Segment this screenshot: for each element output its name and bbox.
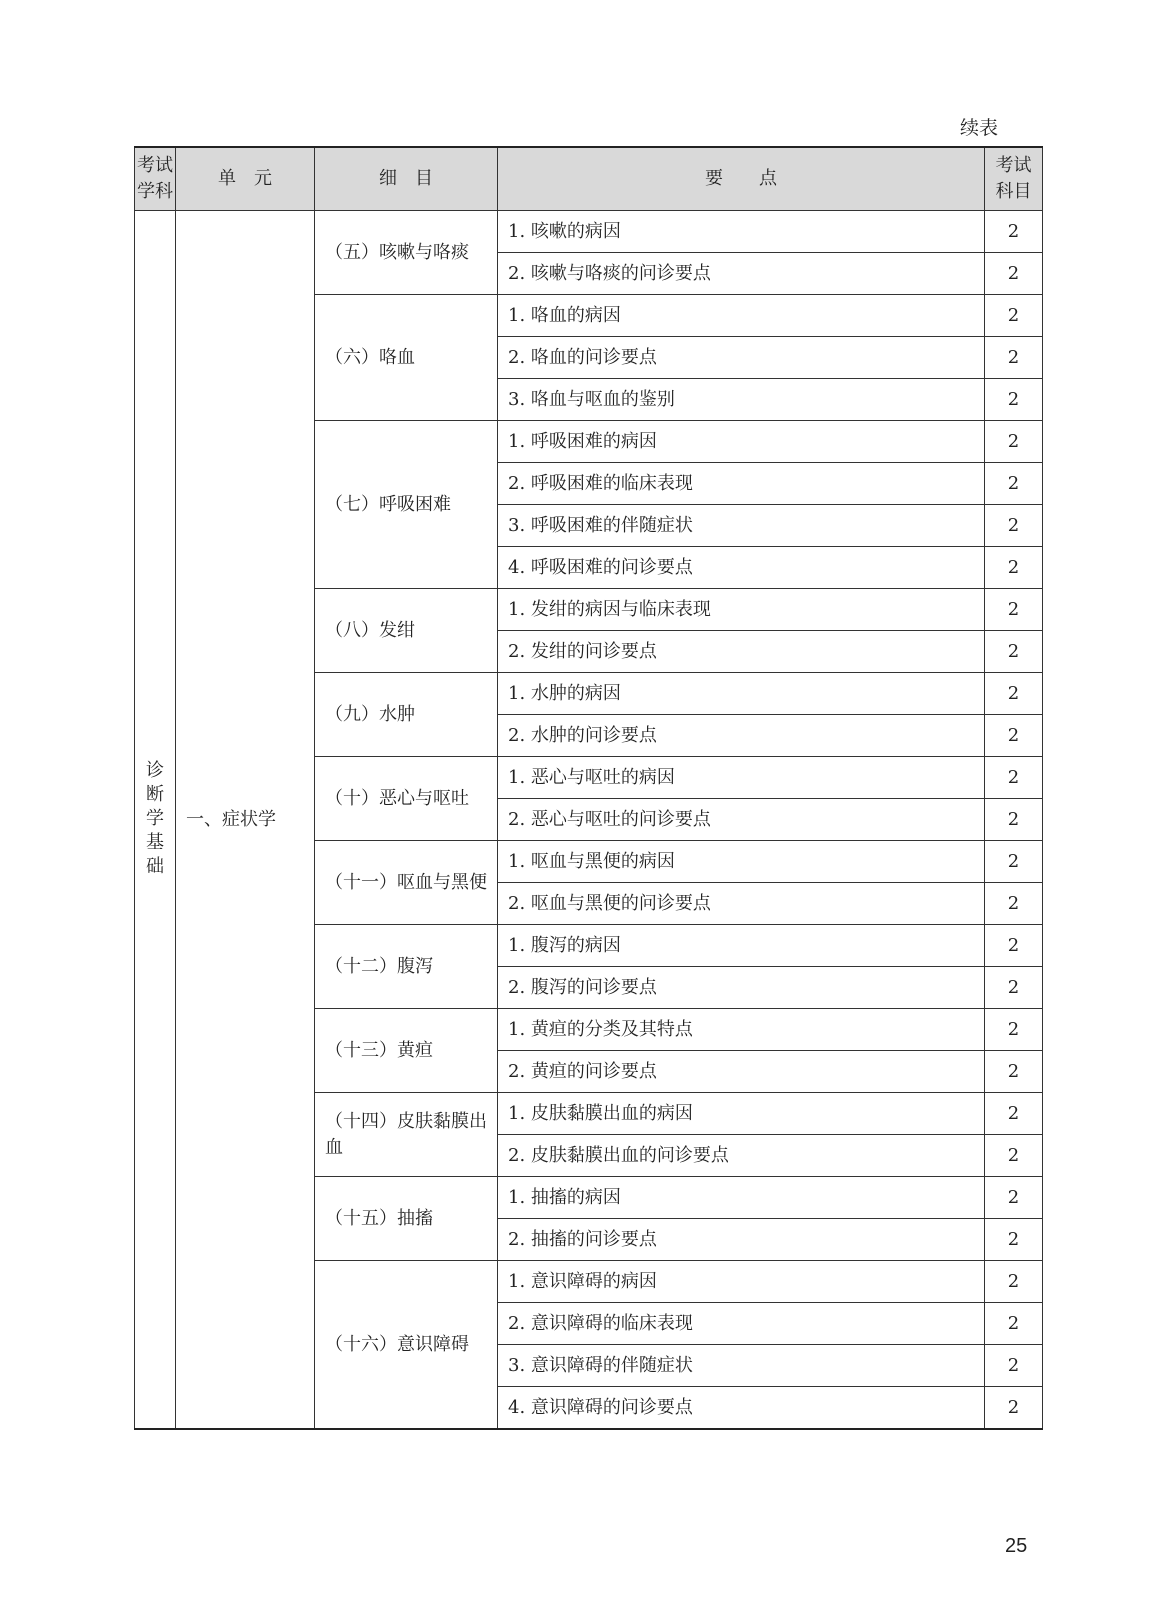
exam-subject-cell: 2 xyxy=(985,1303,1043,1345)
item-cell: （五）咳嗽与咯痰 xyxy=(315,211,498,295)
header-unit: 单 元 xyxy=(176,147,315,211)
table-row xyxy=(135,211,1043,253)
point-cell: 1. 咯血的病因 xyxy=(498,295,985,337)
exam-subject-cell: 2 xyxy=(985,1051,1043,1093)
header-points: 要 点 xyxy=(498,147,985,211)
header-exam-subject: 考试科目 xyxy=(985,147,1043,211)
point-cell: 1. 腹泻的病因 xyxy=(498,925,985,967)
exam-subject-cell: 2 xyxy=(985,1261,1043,1303)
point-cell: 2. 咯血的问诊要点 xyxy=(498,337,985,379)
point-cell: 1. 呕血与黑便的病因 xyxy=(498,841,985,883)
table-body xyxy=(135,211,1043,1430)
item-cell: （十六）意识障碍 xyxy=(315,1261,498,1430)
item-cell: （十二）腹泻 xyxy=(315,925,498,1009)
item-cell: （十五）抽搐 xyxy=(315,1177,498,1261)
point-cell: 1. 咳嗽的病因 xyxy=(498,211,985,253)
exam-subject-cell: 2 xyxy=(985,211,1043,253)
item-cell: （八）发绀 xyxy=(315,589,498,673)
point-cell: 1. 黄疸的分类及其特点 xyxy=(498,1009,985,1051)
exam-subject-cell: 2 xyxy=(985,337,1043,379)
point-cell: 1. 水肿的病因 xyxy=(498,673,985,715)
point-cell: 3. 呼吸困难的伴随症状 xyxy=(498,505,985,547)
point-cell: 1. 发绀的病因与临床表现 xyxy=(498,589,985,631)
point-cell: 2. 腹泻的问诊要点 xyxy=(498,967,985,1009)
exam-subject-cell: 2 xyxy=(985,1009,1043,1051)
point-cell: 4. 呼吸困难的问诊要点 xyxy=(498,547,985,589)
exam-subject-cell: 2 xyxy=(985,631,1043,673)
point-cell: 2. 黄疸的问诊要点 xyxy=(498,1051,985,1093)
exam-subject-cell: 2 xyxy=(985,1219,1043,1261)
exam-subject-cell: 2 xyxy=(985,757,1043,799)
header-subject: 考试学科 xyxy=(135,147,176,211)
exam-subject-cell: 2 xyxy=(985,547,1043,589)
point-cell: 2. 发绀的问诊要点 xyxy=(498,631,985,673)
point-cell: 2. 皮肤黏膜出血的问诊要点 xyxy=(498,1135,985,1177)
continued-label: 续表 xyxy=(960,117,999,139)
page-number: 25 xyxy=(1005,1535,1028,1557)
table-header-row xyxy=(135,147,1043,211)
exam-subject-cell: 2 xyxy=(985,421,1043,463)
subject-cell: 诊断学基础 xyxy=(135,211,176,1430)
point-cell: 1. 皮肤黏膜出血的病因 xyxy=(498,1093,985,1135)
point-cell: 2. 水肿的问诊要点 xyxy=(498,715,985,757)
item-cell: （六）咯血 xyxy=(315,295,498,421)
exam-subject-cell: 2 xyxy=(985,589,1043,631)
point-cell: 2. 抽搐的问诊要点 xyxy=(498,1219,985,1261)
exam-subject-cell: 2 xyxy=(985,379,1043,421)
exam-subject-cell: 2 xyxy=(985,253,1043,295)
point-cell: 4. 意识障碍的问诊要点 xyxy=(498,1387,985,1430)
point-cell: 3. 意识障碍的伴随症状 xyxy=(498,1345,985,1387)
item-cell: （九）水肿 xyxy=(315,673,498,757)
point-cell: 2. 呕血与黑便的问诊要点 xyxy=(498,883,985,925)
exam-subject-cell: 2 xyxy=(985,799,1043,841)
point-cell: 2. 咳嗽与咯痰的问诊要点 xyxy=(498,253,985,295)
exam-subject-cell: 2 xyxy=(985,1345,1043,1387)
point-cell: 2. 意识障碍的临床表现 xyxy=(498,1303,985,1345)
header-item: 细 目 xyxy=(315,147,498,211)
exam-subject-cell: 2 xyxy=(985,967,1043,1009)
item-cell: （十）恶心与呕吐 xyxy=(315,757,498,841)
item-cell: （十一）呕血与黑便 xyxy=(315,841,498,925)
item-cell: （十四）皮肤黏膜出血 xyxy=(315,1093,498,1177)
point-cell: 1. 抽搐的病因 xyxy=(498,1177,985,1219)
item-cell: （七）呼吸困难 xyxy=(315,421,498,589)
exam-subject-cell: 2 xyxy=(985,1093,1043,1135)
exam-subject-cell: 2 xyxy=(985,715,1043,757)
point-cell: 3. 咯血与呕血的鉴别 xyxy=(498,379,985,421)
exam-subject-cell: 2 xyxy=(985,841,1043,883)
exam-subject-cell: 2 xyxy=(985,925,1043,967)
point-cell: 1. 呼吸困难的病因 xyxy=(498,421,985,463)
point-cell: 2. 恶心与呕吐的问诊要点 xyxy=(498,799,985,841)
exam-subject-cell: 2 xyxy=(985,1177,1043,1219)
point-cell: 1. 意识障碍的病因 xyxy=(498,1261,985,1303)
unit-cell: 一、症状学 xyxy=(176,211,315,1430)
item-cell: （十三）黄疸 xyxy=(315,1009,498,1093)
exam-subject-cell: 2 xyxy=(985,1135,1043,1177)
syllabus-table xyxy=(134,146,1043,1430)
exam-subject-cell: 2 xyxy=(985,1387,1043,1430)
exam-subject-cell: 2 xyxy=(985,673,1043,715)
point-cell: 1. 恶心与呕吐的病因 xyxy=(498,757,985,799)
point-cell: 2. 呼吸困难的临床表现 xyxy=(498,463,985,505)
exam-subject-cell: 2 xyxy=(985,295,1043,337)
exam-subject-cell: 2 xyxy=(985,883,1043,925)
exam-subject-cell: 2 xyxy=(985,463,1043,505)
exam-subject-cell: 2 xyxy=(985,505,1043,547)
